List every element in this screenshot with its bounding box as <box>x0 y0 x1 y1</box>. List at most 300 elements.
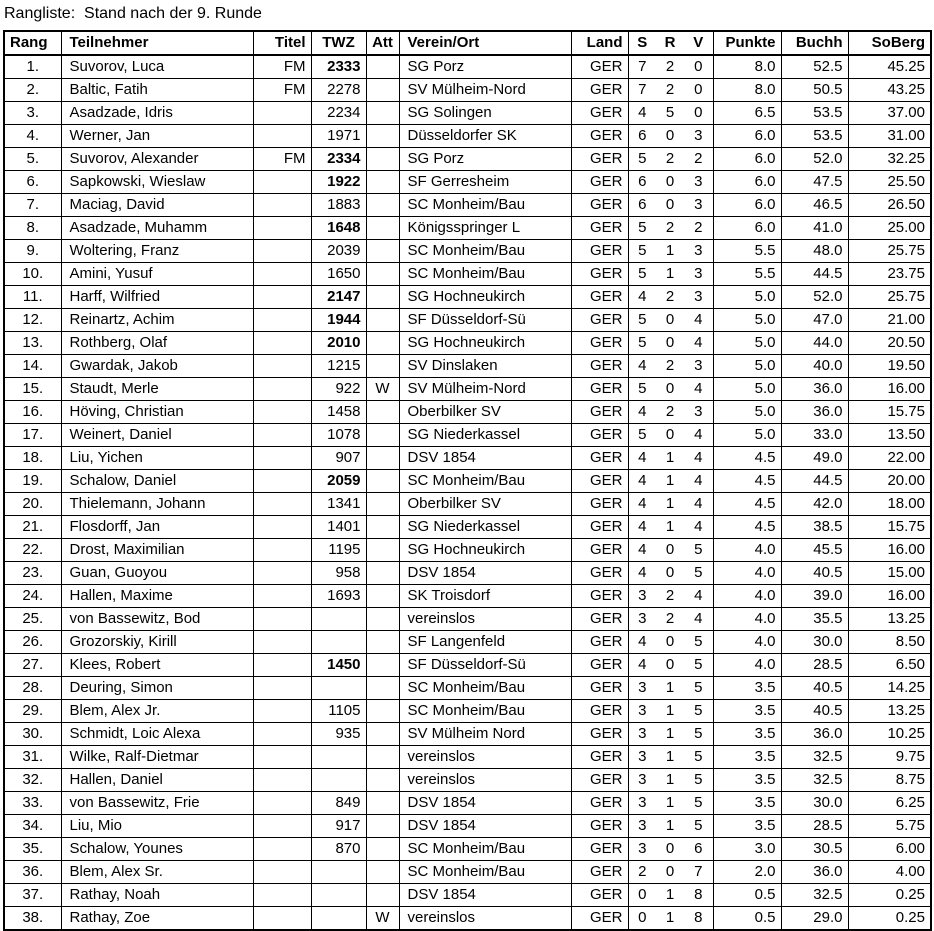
cell-rang: 28. <box>4 677 61 700</box>
page-title: Rangliste: Stand nach der 9. Runde <box>4 5 262 22</box>
cell-buchh: 38.5 <box>781 516 848 539</box>
cell-name: Liu, Yichen <box>61 447 253 470</box>
cell-buchh: 36.0 <box>781 401 848 424</box>
cell-land: GER <box>571 125 628 148</box>
cell-titel <box>253 608 311 631</box>
table-row <box>4 125 931 148</box>
cell-titel <box>253 309 311 332</box>
cell-r: 1 <box>656 493 684 516</box>
cell-verein: DSV 1854 <box>399 447 571 470</box>
cell-punkte: 4.0 <box>713 608 781 631</box>
cell-s: 0 <box>628 907 656 931</box>
cell-twz: 1693 <box>311 585 366 608</box>
cell-verein: SF Gerresheim <box>399 171 571 194</box>
cell-buchh: 35.5 <box>781 608 848 631</box>
cell-rang: 19. <box>4 470 61 493</box>
cell-name: Schalow, Daniel <box>61 470 253 493</box>
col-header-siege: S <box>628 31 656 55</box>
cell-punkte: 5.0 <box>713 401 781 424</box>
cell-v: 3 <box>684 263 713 286</box>
cell-titel <box>253 447 311 470</box>
cell-land: GER <box>571 171 628 194</box>
table-row <box>4 79 931 102</box>
cell-titel <box>253 217 311 240</box>
cell-buchh: 28.5 <box>781 815 848 838</box>
cell-buchh: 32.5 <box>781 769 848 792</box>
cell-verein: DSV 1854 <box>399 562 571 585</box>
table-row <box>4 55 931 79</box>
ranking-table <box>3 30 932 931</box>
cell-v: 4 <box>684 516 713 539</box>
cell-twz: 1401 <box>311 516 366 539</box>
col-header-verein-ort: Verein/Ort <box>399 31 571 55</box>
cell-r: 0 <box>656 654 684 677</box>
cell-verein: vereinslos <box>399 608 571 631</box>
cell-soberg: 0.25 <box>848 907 931 931</box>
cell-rang: 10. <box>4 263 61 286</box>
cell-rang: 26. <box>4 631 61 654</box>
cell-att <box>366 562 399 585</box>
cell-v: 5 <box>684 746 713 769</box>
cell-s: 6 <box>628 125 656 148</box>
cell-att <box>366 79 399 102</box>
cell-twz <box>311 746 366 769</box>
cell-v: 2 <box>684 148 713 171</box>
cell-verein: SG Hochneukirch <box>399 332 571 355</box>
cell-twz: 2333 <box>311 55 366 79</box>
cell-verein: SG Porz <box>399 55 571 79</box>
cell-rang: 18. <box>4 447 61 470</box>
table-row <box>4 102 931 125</box>
cell-twz <box>311 907 366 931</box>
cell-buchh: 53.5 <box>781 102 848 125</box>
cell-titel <box>253 585 311 608</box>
cell-s: 4 <box>628 447 656 470</box>
cell-rang: 36. <box>4 861 61 884</box>
cell-rang: 14. <box>4 355 61 378</box>
cell-soberg: 8.50 <box>848 631 931 654</box>
cell-verein: DSV 1854 <box>399 884 571 907</box>
cell-rang: 6. <box>4 171 61 194</box>
cell-rang: 2. <box>4 79 61 102</box>
cell-titel <box>253 746 311 769</box>
cell-verein: SV Mülheim Nord <box>399 723 571 746</box>
cell-land: GER <box>571 55 628 79</box>
cell-name: Sapkowski, Wieslaw <box>61 171 253 194</box>
cell-land: GER <box>571 424 628 447</box>
cell-att <box>366 194 399 217</box>
cell-rang: 34. <box>4 815 61 838</box>
cell-twz: 1195 <box>311 539 366 562</box>
cell-buchh: 48.0 <box>781 240 848 263</box>
cell-att <box>366 102 399 125</box>
cell-v: 8 <box>684 907 713 931</box>
cell-att <box>366 884 399 907</box>
cell-soberg: 15.75 <box>848 401 931 424</box>
table-row <box>4 562 931 585</box>
cell-v: 3 <box>684 355 713 378</box>
cell-v: 4 <box>684 332 713 355</box>
cell-name: Weinert, Daniel <box>61 424 253 447</box>
cell-soberg: 13.50 <box>848 424 931 447</box>
ranking-table-body <box>4 55 931 930</box>
cell-buchh: 44.5 <box>781 263 848 286</box>
cell-v: 5 <box>684 700 713 723</box>
cell-s: 4 <box>628 654 656 677</box>
cell-punkte: 5.5 <box>713 263 781 286</box>
cell-att <box>366 815 399 838</box>
cell-soberg: 25.50 <box>848 171 931 194</box>
cell-name: Baltic, Fatih <box>61 79 253 102</box>
cell-land: GER <box>571 746 628 769</box>
cell-verein: SG Porz <box>399 148 571 171</box>
cell-soberg: 16.00 <box>848 378 931 401</box>
cell-r: 2 <box>656 608 684 631</box>
cell-s: 5 <box>628 217 656 240</box>
cell-v: 3 <box>684 125 713 148</box>
cell-twz: 1922 <box>311 171 366 194</box>
cell-att <box>366 171 399 194</box>
cell-att <box>366 355 399 378</box>
cell-punkte: 5.0 <box>713 309 781 332</box>
cell-twz: 2059 <box>311 470 366 493</box>
table-row <box>4 861 931 884</box>
cell-r: 0 <box>656 378 684 401</box>
cell-att <box>366 861 399 884</box>
cell-titel <box>253 125 311 148</box>
cell-soberg: 13.25 <box>848 700 931 723</box>
cell-name: Thielemann, Johann <box>61 493 253 516</box>
cell-name: Reinartz, Achim <box>61 309 253 332</box>
table-header-row <box>4 31 931 55</box>
cell-s: 3 <box>628 700 656 723</box>
cell-verein: SC Monheim/Bau <box>399 263 571 286</box>
col-header-soberg: SoBerg <box>848 31 931 55</box>
cell-titel <box>253 884 311 907</box>
cell-buchh: 40.0 <box>781 355 848 378</box>
cell-soberg: 15.00 <box>848 562 931 585</box>
cell-twz <box>311 677 366 700</box>
cell-name: Guan, Guoyou <box>61 562 253 585</box>
cell-s: 3 <box>628 769 656 792</box>
cell-r: 0 <box>656 424 684 447</box>
cell-name: Asadzade, Muhamm <box>61 217 253 240</box>
cell-land: GER <box>571 861 628 884</box>
table-row <box>4 884 931 907</box>
cell-name: Blem, Alex Sr. <box>61 861 253 884</box>
cell-s: 4 <box>628 355 656 378</box>
table-row <box>4 631 931 654</box>
cell-v: 4 <box>684 378 713 401</box>
cell-r: 5 <box>656 102 684 125</box>
cell-att <box>366 470 399 493</box>
cell-v: 5 <box>684 562 713 585</box>
cell-titel <box>253 332 311 355</box>
cell-punkte: 8.0 <box>713 79 781 102</box>
cell-s: 5 <box>628 148 656 171</box>
cell-r: 2 <box>656 585 684 608</box>
cell-soberg: 13.25 <box>848 608 931 631</box>
cell-titel: FM <box>253 55 311 79</box>
table-row <box>4 608 931 631</box>
cell-name: Harff, Wilfried <box>61 286 253 309</box>
cell-r: 2 <box>656 217 684 240</box>
cell-twz: 922 <box>311 378 366 401</box>
cell-soberg: 6.00 <box>848 838 931 861</box>
cell-v: 3 <box>684 171 713 194</box>
cell-land: GER <box>571 815 628 838</box>
cell-att <box>366 585 399 608</box>
cell-r: 1 <box>656 516 684 539</box>
cell-soberg: 23.75 <box>848 263 931 286</box>
cell-r: 1 <box>656 907 684 931</box>
cell-verein: SF Düsseldorf-Sü <box>399 654 571 677</box>
table-row <box>4 838 931 861</box>
cell-att <box>366 631 399 654</box>
cell-punkte: 3.5 <box>713 700 781 723</box>
cell-r: 2 <box>656 79 684 102</box>
cell-verein: SC Monheim/Bau <box>399 677 571 700</box>
cell-name: Grozorskiy, Kirill <box>61 631 253 654</box>
cell-rang: 4. <box>4 125 61 148</box>
cell-att <box>366 447 399 470</box>
cell-twz: 1650 <box>311 263 366 286</box>
cell-s: 5 <box>628 424 656 447</box>
cell-land: GER <box>571 884 628 907</box>
cell-v: 4 <box>684 470 713 493</box>
cell-titel <box>253 677 311 700</box>
cell-verein: SV Mülheim-Nord <box>399 79 571 102</box>
cell-twz: 1215 <box>311 355 366 378</box>
cell-att <box>366 263 399 286</box>
cell-soberg: 4.00 <box>848 861 931 884</box>
cell-name: Wilke, Ralf-Dietmar <box>61 746 253 769</box>
cell-punkte: 8.0 <box>713 55 781 79</box>
table-row <box>4 746 931 769</box>
cell-buchh: 29.0 <box>781 907 848 931</box>
cell-s: 3 <box>628 608 656 631</box>
cell-twz <box>311 769 366 792</box>
table-row <box>4 194 931 217</box>
cell-verein: DSV 1854 <box>399 815 571 838</box>
cell-land: GER <box>571 677 628 700</box>
cell-punkte: 6.0 <box>713 217 781 240</box>
cell-att <box>366 55 399 79</box>
cell-rang: 23. <box>4 562 61 585</box>
cell-v: 4 <box>684 447 713 470</box>
col-header-titel: Titel <box>253 31 311 55</box>
cell-land: GER <box>571 907 628 931</box>
cell-s: 5 <box>628 263 656 286</box>
cell-s: 6 <box>628 171 656 194</box>
cell-s: 4 <box>628 401 656 424</box>
cell-rang: 16. <box>4 401 61 424</box>
cell-titel <box>253 562 311 585</box>
table-row <box>4 769 931 792</box>
cell-punkte: 4.0 <box>713 631 781 654</box>
cell-punkte: 5.0 <box>713 286 781 309</box>
table-row <box>4 332 931 355</box>
cell-soberg: 31.00 <box>848 125 931 148</box>
cell-name: Blem, Alex Jr. <box>61 700 253 723</box>
cell-twz <box>311 884 366 907</box>
cell-twz: 2278 <box>311 79 366 102</box>
cell-soberg: 8.75 <box>848 769 931 792</box>
cell-twz <box>311 631 366 654</box>
cell-v: 0 <box>684 102 713 125</box>
cell-punkte: 2.0 <box>713 861 781 884</box>
cell-punkte: 3.5 <box>713 769 781 792</box>
cell-s: 5 <box>628 309 656 332</box>
cell-name: Höving, Christian <box>61 401 253 424</box>
cell-rang: 35. <box>4 838 61 861</box>
cell-land: GER <box>571 585 628 608</box>
cell-soberg: 0.25 <box>848 884 931 907</box>
cell-v: 5 <box>684 723 713 746</box>
table-row <box>4 516 931 539</box>
cell-punkte: 5.0 <box>713 424 781 447</box>
cell-att <box>366 700 399 723</box>
cell-punkte: 3.5 <box>713 792 781 815</box>
table-row <box>4 539 931 562</box>
cell-buchh: 40.5 <box>781 562 848 585</box>
cell-punkte: 4.0 <box>713 539 781 562</box>
cell-rang: 15. <box>4 378 61 401</box>
cell-r: 1 <box>656 263 684 286</box>
cell-verein: SV Mülheim-Nord <box>399 378 571 401</box>
cell-rang: 20. <box>4 493 61 516</box>
cell-verein: SG Niederkassel <box>399 516 571 539</box>
cell-buchh: 36.0 <box>781 723 848 746</box>
table-row <box>4 240 931 263</box>
cell-r: 0 <box>656 861 684 884</box>
cell-att <box>366 746 399 769</box>
cell-twz: 2147 <box>311 286 366 309</box>
cell-titel <box>253 378 311 401</box>
cell-rang: 30. <box>4 723 61 746</box>
cell-soberg: 25.75 <box>848 286 931 309</box>
cell-titel <box>253 493 311 516</box>
cell-att <box>366 677 399 700</box>
table-row <box>4 309 931 332</box>
cell-verein: Oberbilker SV <box>399 401 571 424</box>
cell-land: GER <box>571 286 628 309</box>
cell-titel <box>253 171 311 194</box>
table-row <box>4 447 931 470</box>
cell-titel <box>253 769 311 792</box>
col-header-teilnehmer: Teilnehmer <box>61 31 253 55</box>
cell-v: 0 <box>684 55 713 79</box>
cell-soberg: 16.00 <box>848 539 931 562</box>
cell-verein: SG Solingen <box>399 102 571 125</box>
cell-rang: 27. <box>4 654 61 677</box>
cell-titel <box>253 401 311 424</box>
cell-buchh: 39.0 <box>781 585 848 608</box>
cell-buchh: 49.0 <box>781 447 848 470</box>
cell-v: 4 <box>684 493 713 516</box>
cell-verein: SC Monheim/Bau <box>399 861 571 884</box>
cell-buchh: 36.0 <box>781 378 848 401</box>
cell-r: 1 <box>656 769 684 792</box>
cell-att <box>366 401 399 424</box>
cell-v: 5 <box>684 769 713 792</box>
cell-soberg: 22.00 <box>848 447 931 470</box>
cell-rang: 5. <box>4 148 61 171</box>
cell-land: GER <box>571 401 628 424</box>
cell-punkte: 5.0 <box>713 355 781 378</box>
table-row <box>4 792 931 815</box>
cell-punkte: 4.5 <box>713 447 781 470</box>
cell-twz: 1105 <box>311 700 366 723</box>
cell-land: GER <box>571 539 628 562</box>
cell-name: Rathay, Noah <box>61 884 253 907</box>
cell-land: GER <box>571 631 628 654</box>
cell-land: GER <box>571 447 628 470</box>
cell-verein: SC Monheim/Bau <box>399 470 571 493</box>
cell-punkte: 4.0 <box>713 562 781 585</box>
table-row <box>4 263 931 286</box>
cell-buchh: 30.0 <box>781 631 848 654</box>
cell-s: 3 <box>628 838 656 861</box>
cell-v: 3 <box>684 194 713 217</box>
cell-punkte: 3.5 <box>713 746 781 769</box>
cell-soberg: 21.00 <box>848 309 931 332</box>
cell-v: 4 <box>684 585 713 608</box>
cell-twz <box>311 861 366 884</box>
cell-v: 3 <box>684 240 713 263</box>
cell-v: 4 <box>684 608 713 631</box>
cell-twz: 917 <box>311 815 366 838</box>
cell-twz: 2010 <box>311 332 366 355</box>
cell-verein: SC Monheim/Bau <box>399 240 571 263</box>
cell-name: Rathay, Zoe <box>61 907 253 931</box>
cell-name: Gwardak, Jakob <box>61 355 253 378</box>
cell-verein: Königsspringer L <box>399 217 571 240</box>
cell-verein: SF Langenfeld <box>399 631 571 654</box>
cell-name: von Bassewitz, Bod <box>61 608 253 631</box>
cell-rang: 7. <box>4 194 61 217</box>
cell-r: 0 <box>656 838 684 861</box>
cell-name: Amini, Yusuf <box>61 263 253 286</box>
cell-s: 6 <box>628 194 656 217</box>
cell-name: Suvorov, Alexander <box>61 148 253 171</box>
cell-s: 4 <box>628 539 656 562</box>
cell-rang: 12. <box>4 309 61 332</box>
cell-soberg: 45.25 <box>848 55 931 79</box>
col-header-land: Land <box>571 31 628 55</box>
cell-r: 2 <box>656 355 684 378</box>
cell-soberg: 32.25 <box>848 148 931 171</box>
cell-titel <box>253 907 311 931</box>
cell-r: 2 <box>656 55 684 79</box>
cell-v: 5 <box>684 539 713 562</box>
cell-att <box>366 654 399 677</box>
table-row <box>4 148 931 171</box>
cell-punkte: 4.5 <box>713 516 781 539</box>
cell-titel <box>253 654 311 677</box>
cell-soberg: 26.50 <box>848 194 931 217</box>
cell-land: GER <box>571 654 628 677</box>
cell-titel <box>253 286 311 309</box>
cell-r: 1 <box>656 746 684 769</box>
cell-twz: 1341 <box>311 493 366 516</box>
table-row <box>4 378 931 401</box>
cell-v: 4 <box>684 424 713 447</box>
cell-rang: 32. <box>4 769 61 792</box>
cell-punkte: 4.5 <box>713 493 781 516</box>
cell-rang: 17. <box>4 424 61 447</box>
cell-soberg: 25.00 <box>848 217 931 240</box>
